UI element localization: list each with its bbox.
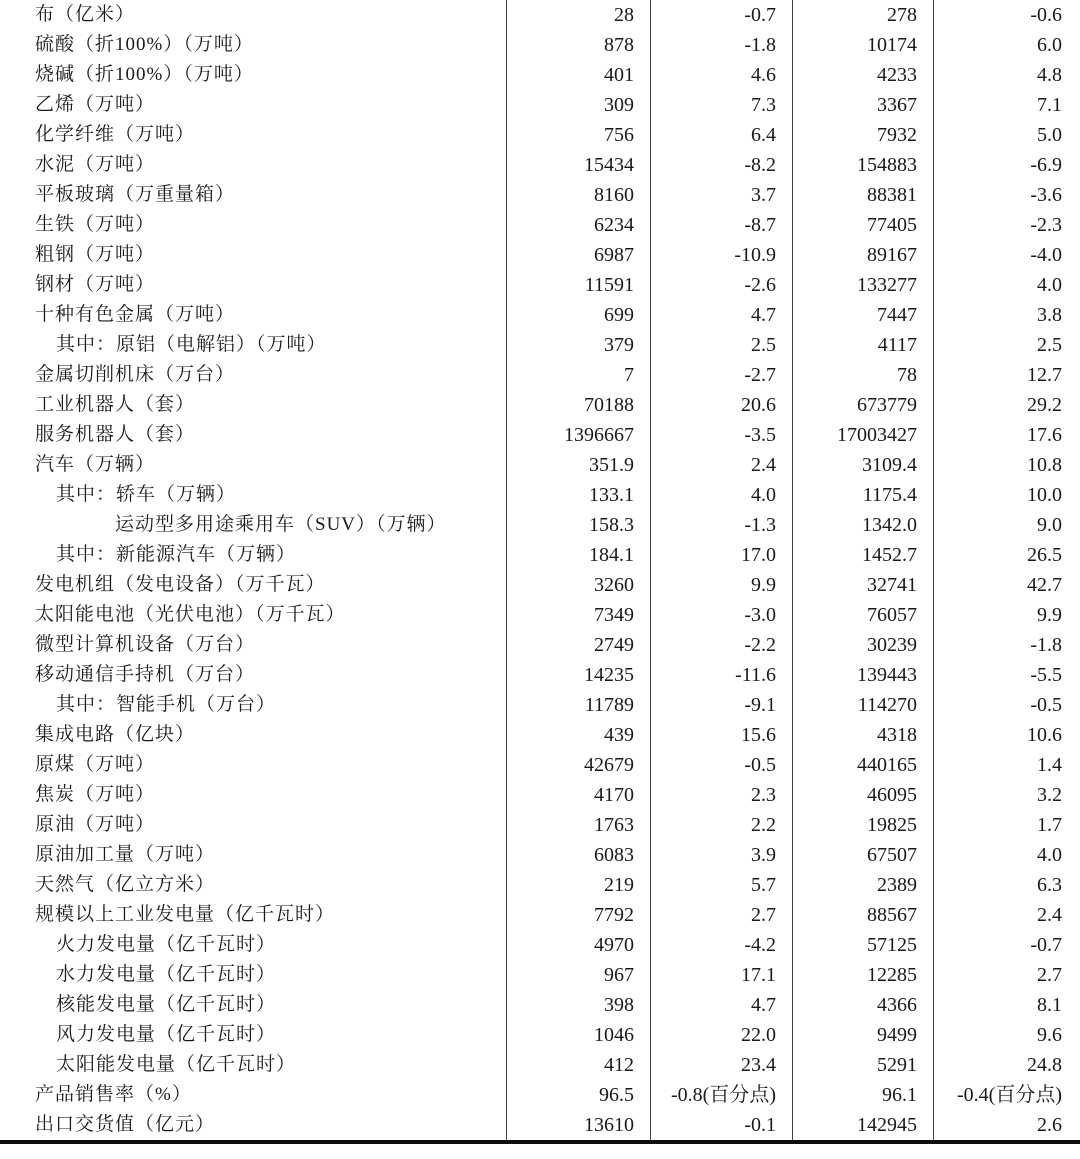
table-row <box>0 300 1080 330</box>
current-growth-value: -1.3 <box>650 510 792 540</box>
cumulative-output-value: 9499 <box>792 1020 933 1050</box>
current-growth-value: 6.4 <box>650 120 792 150</box>
indicator-label: 天然气（亿立方米） <box>35 874 216 895</box>
current-output-value: 6234 <box>506 210 650 240</box>
indicator-label: 烧碱（折100%）（万吨） <box>35 64 254 85</box>
cumulative-output-value: 278 <box>792 0 933 30</box>
current-growth-value: 2.5 <box>650 330 792 360</box>
current-output-value: 1763 <box>506 810 650 840</box>
cumulative-growth-value: 7.1 <box>933 90 1080 120</box>
cumulative-growth-value: 4.0 <box>933 270 1080 300</box>
current-growth-value: 4.6 <box>650 60 792 90</box>
current-growth-value: -0.1 <box>650 1110 792 1140</box>
cumulative-growth-value: 29.2 <box>933 390 1080 420</box>
cumulative-output-value: 673779 <box>792 390 933 420</box>
table-row <box>0 30 1080 60</box>
table-row <box>0 1080 1080 1110</box>
table-row <box>0 180 1080 210</box>
cumulative-growth-value: 42.7 <box>933 570 1080 600</box>
current-growth-value: 15.6 <box>650 720 792 750</box>
current-output-value: 967 <box>506 960 650 990</box>
table-row <box>0 120 1080 150</box>
cumulative-output-value: 7447 <box>792 300 933 330</box>
table-row <box>0 600 1080 630</box>
cumulative-output-value: 5291 <box>792 1050 933 1080</box>
cumulative-growth-value: 4.0 <box>933 840 1080 870</box>
indicator-label: 钢材（万吨） <box>35 274 156 295</box>
indicator-label: 出口交货值（亿元） <box>35 1114 216 1135</box>
current-growth-value: 2.7 <box>650 900 792 930</box>
current-output-value: 4170 <box>506 780 650 810</box>
current-output-value: 756 <box>506 120 650 150</box>
current-growth-value: 2.2 <box>650 810 792 840</box>
current-output-value: 351.9 <box>506 450 650 480</box>
current-output-value: 3260 <box>506 570 650 600</box>
current-output-value: 878 <box>506 30 650 60</box>
current-growth-value: -4.2 <box>650 930 792 960</box>
current-output-value: 28 <box>506 0 650 30</box>
current-growth-value: 5.7 <box>650 870 792 900</box>
table-row <box>0 450 1080 480</box>
cumulative-output-value: 32741 <box>792 570 933 600</box>
current-output-value: 412 <box>506 1050 650 1080</box>
cumulative-growth-value: -3.6 <box>933 180 1080 210</box>
current-growth-value: 4.7 <box>650 990 792 1020</box>
indicator-label: 平板玻璃（万重量箱） <box>35 184 236 205</box>
cumulative-output-value: 4366 <box>792 990 933 1020</box>
indicator-label: 移动通信手持机（万台） <box>35 664 256 685</box>
cumulative-output-value: 89167 <box>792 240 933 270</box>
indicator-label: 服务机器人（套） <box>35 424 196 445</box>
current-output-value: 439 <box>506 720 650 750</box>
cumulative-output-value: 4233 <box>792 60 933 90</box>
cumulative-growth-value: 26.5 <box>933 540 1080 570</box>
cumulative-growth-value: -5.5 <box>933 660 1080 690</box>
current-output-value: 15434 <box>506 150 650 180</box>
indicator-label: 原煤（万吨） <box>35 754 156 775</box>
current-growth-value: 23.4 <box>650 1050 792 1080</box>
indicator-label: 风力发电量（亿千瓦时） <box>56 1024 277 1045</box>
current-output-value: 6083 <box>506 840 650 870</box>
cumulative-growth-value: 12.7 <box>933 360 1080 390</box>
cumulative-output-value: 57125 <box>792 930 933 960</box>
cumulative-growth-value: 10.6 <box>933 720 1080 750</box>
current-growth-value: 2.4 <box>650 450 792 480</box>
table-row <box>0 810 1080 840</box>
current-growth-value: 20.6 <box>650 390 792 420</box>
cumulative-growth-value: 5.0 <box>933 120 1080 150</box>
cumulative-growth-value: 6.0 <box>933 30 1080 60</box>
indicator-label: 微型计算机设备（万台） <box>35 634 256 655</box>
table-row <box>0 840 1080 870</box>
cumulative-growth-value: 9.0 <box>933 510 1080 540</box>
current-output-value: 7 <box>506 360 650 390</box>
cumulative-output-value: 4318 <box>792 720 933 750</box>
cumulative-output-value: 7932 <box>792 120 933 150</box>
current-growth-value: -8.2 <box>650 150 792 180</box>
current-output-value: 309 <box>506 90 650 120</box>
indicator-label: 原油加工量（万吨） <box>35 844 216 865</box>
cumulative-output-value: 10174 <box>792 30 933 60</box>
indicator-label: 水力发电量（亿千瓦时） <box>56 964 277 985</box>
current-growth-value: -2.7 <box>650 360 792 390</box>
indicator-label: 产品销售率（%） <box>35 1084 192 1105</box>
cumulative-growth-value: -1.8 <box>933 630 1080 660</box>
table-row <box>0 660 1080 690</box>
indicator-label: 发电机组（发电设备）（万千瓦） <box>35 574 326 595</box>
current-growth-value: -0.5 <box>650 750 792 780</box>
indicator-label: 其中：原铝（电解铝）（万吨） <box>56 334 327 355</box>
table-row <box>0 1110 1080 1140</box>
cumulative-output-value: 440165 <box>792 750 933 780</box>
indicator-label: 太阳能发电量（亿千瓦时） <box>56 1054 297 1075</box>
cumulative-output-value: 67507 <box>792 840 933 870</box>
table-row <box>0 990 1080 1020</box>
cumulative-output-value: 139443 <box>792 660 933 690</box>
table-row <box>0 780 1080 810</box>
current-output-value: 158.3 <box>506 510 650 540</box>
current-output-value: 1396667 <box>506 420 650 450</box>
cumulative-growth-value: -4.0 <box>933 240 1080 270</box>
table-row <box>0 900 1080 930</box>
current-output-value: 96.5 <box>506 1080 650 1110</box>
cumulative-output-value: 1175.4 <box>792 480 933 510</box>
current-growth-value: -11.6 <box>650 660 792 690</box>
cumulative-output-value: 133277 <box>792 270 933 300</box>
current-output-value: 184.1 <box>506 540 650 570</box>
cumulative-output-value: 1452.7 <box>792 540 933 570</box>
current-growth-value: 17.1 <box>650 960 792 990</box>
table-row <box>0 930 1080 960</box>
table-row <box>0 750 1080 780</box>
cumulative-growth-value: -2.3 <box>933 210 1080 240</box>
cumulative-growth-value: -0.6 <box>933 0 1080 30</box>
indicator-label: 运动型多用途乘用车（SUV）（万辆） <box>115 514 447 535</box>
current-output-value: 699 <box>506 300 650 330</box>
cumulative-growth-value: -0.4(百分点) <box>933 1080 1080 1110</box>
table-row <box>0 270 1080 300</box>
current-output-value: 70188 <box>506 390 650 420</box>
current-growth-value: 3.7 <box>650 180 792 210</box>
table-row <box>0 510 1080 540</box>
indicator-label: 汽车（万辆） <box>35 454 156 475</box>
table-row <box>0 1050 1080 1080</box>
table-row <box>0 480 1080 510</box>
cumulative-growth-value: 1.4 <box>933 750 1080 780</box>
current-output-value: 398 <box>506 990 650 1020</box>
current-growth-value: 17.0 <box>650 540 792 570</box>
cumulative-growth-value: 2.5 <box>933 330 1080 360</box>
indicator-label: 工业机器人（套） <box>35 394 196 415</box>
cumulative-output-value: 3367 <box>792 90 933 120</box>
current-growth-value: 9.9 <box>650 570 792 600</box>
table-row <box>0 90 1080 120</box>
cumulative-output-value: 4117 <box>792 330 933 360</box>
cumulative-output-value: 46095 <box>792 780 933 810</box>
cumulative-growth-value: 4.8 <box>933 60 1080 90</box>
table-row <box>0 0 1080 30</box>
indicator-label: 水泥（万吨） <box>35 154 156 175</box>
current-output-value: 401 <box>506 60 650 90</box>
current-growth-value: 22.0 <box>650 1020 792 1050</box>
table-row <box>0 420 1080 450</box>
indicator-label: 粗钢（万吨） <box>35 244 156 265</box>
current-output-value: 219 <box>506 870 650 900</box>
current-output-value: 8160 <box>506 180 650 210</box>
cumulative-output-value: 30239 <box>792 630 933 660</box>
current-growth-value: -3.0 <box>650 600 792 630</box>
current-growth-value: 4.0 <box>650 480 792 510</box>
cumulative-output-value: 96.1 <box>792 1080 933 1110</box>
cumulative-growth-value: 1.7 <box>933 810 1080 840</box>
current-growth-value: -8.7 <box>650 210 792 240</box>
table-row <box>0 240 1080 270</box>
current-growth-value: 7.3 <box>650 90 792 120</box>
cumulative-growth-value: 3.8 <box>933 300 1080 330</box>
table-row <box>0 150 1080 180</box>
cumulative-output-value: 76057 <box>792 600 933 630</box>
cumulative-output-value: 114270 <box>792 690 933 720</box>
indicator-label: 金属切削机床（万台） <box>35 364 236 385</box>
current-output-value: 379 <box>506 330 650 360</box>
indicator-label: 太阳能电池（光伏电池）（万千瓦） <box>35 604 346 625</box>
indicator-label: 规模以上工业发电量（亿千瓦时） <box>35 904 336 925</box>
cumulative-growth-value: 2.7 <box>933 960 1080 990</box>
cumulative-growth-value: -0.7 <box>933 930 1080 960</box>
current-growth-value: -1.8 <box>650 30 792 60</box>
current-growth-value: -9.1 <box>650 690 792 720</box>
current-output-value: 4970 <box>506 930 650 960</box>
indicator-label: 化学纤维（万吨） <box>35 124 196 145</box>
current-growth-value: -0.8(百分点) <box>650 1080 792 1110</box>
indicator-label: 硫酸（折100%）（万吨） <box>35 34 254 55</box>
indicator-label: 其中：智能手机（万台） <box>56 694 277 715</box>
cumulative-growth-value: 3.2 <box>933 780 1080 810</box>
table-row <box>0 330 1080 360</box>
cumulative-growth-value: 2.6 <box>933 1110 1080 1140</box>
cumulative-growth-value: 9.6 <box>933 1020 1080 1050</box>
current-output-value: 1046 <box>506 1020 650 1050</box>
current-output-value: 42679 <box>506 750 650 780</box>
cumulative-output-value: 77405 <box>792 210 933 240</box>
current-growth-value: -2.2 <box>650 630 792 660</box>
indicator-label: 生铁（万吨） <box>35 214 156 235</box>
cumulative-growth-value: 10.8 <box>933 450 1080 480</box>
current-output-value: 11591 <box>506 270 650 300</box>
cumulative-growth-value: 17.6 <box>933 420 1080 450</box>
indicator-label: 布（亿米） <box>35 4 136 25</box>
table-row <box>0 390 1080 420</box>
cumulative-output-value: 2389 <box>792 870 933 900</box>
table-row <box>0 870 1080 900</box>
current-growth-value: -0.7 <box>650 0 792 30</box>
cumulative-growth-value: 8.1 <box>933 990 1080 1020</box>
current-growth-value: 4.7 <box>650 300 792 330</box>
current-growth-value: -3.5 <box>650 420 792 450</box>
cumulative-output-value: 78 <box>792 360 933 390</box>
table-row <box>0 60 1080 90</box>
indicator-label: 原油（万吨） <box>35 814 156 835</box>
cumulative-growth-value: 10.0 <box>933 480 1080 510</box>
table-row <box>0 690 1080 720</box>
cumulative-growth-value: 6.3 <box>933 870 1080 900</box>
table-row <box>0 720 1080 750</box>
current-output-value: 7349 <box>506 600 650 630</box>
cumulative-output-value: 19825 <box>792 810 933 840</box>
cumulative-output-value: 142945 <box>792 1110 933 1140</box>
current-output-value: 11789 <box>506 690 650 720</box>
cumulative-output-value: 17003427 <box>792 420 933 450</box>
table-row <box>0 1020 1080 1050</box>
indicator-label: 火力发电量（亿千瓦时） <box>56 934 277 955</box>
indicator-label: 十种有色金属（万吨） <box>35 304 236 325</box>
current-output-value: 6987 <box>506 240 650 270</box>
cumulative-growth-value: 24.8 <box>933 1050 1080 1080</box>
cumulative-growth-value: 2.4 <box>933 900 1080 930</box>
table-row <box>0 960 1080 990</box>
cumulative-growth-value: -0.5 <box>933 690 1080 720</box>
cumulative-output-value: 12285 <box>792 960 933 990</box>
indicator-label: 乙烯（万吨） <box>35 94 156 115</box>
indicator-label: 集成电路（亿块） <box>35 724 196 745</box>
cumulative-output-value: 1342.0 <box>792 510 933 540</box>
indicator-label: 其中：轿车（万辆） <box>56 484 237 505</box>
table-row <box>0 540 1080 570</box>
table-row <box>0 630 1080 660</box>
current-output-value: 133.1 <box>506 480 650 510</box>
cumulative-growth-value: 9.9 <box>933 600 1080 630</box>
current-output-value: 2749 <box>506 630 650 660</box>
current-growth-value: 3.9 <box>650 840 792 870</box>
indicator-label: 核能发电量（亿千瓦时） <box>56 994 277 1015</box>
current-output-value: 7792 <box>506 900 650 930</box>
cumulative-output-value: 154883 <box>792 150 933 180</box>
table-row <box>0 570 1080 600</box>
table-row <box>0 360 1080 390</box>
table-row <box>0 210 1080 240</box>
current-growth-value: 2.3 <box>650 780 792 810</box>
cumulative-output-value: 88567 <box>792 900 933 930</box>
cumulative-output-value: 3109.4 <box>792 450 933 480</box>
current-growth-value: -10.9 <box>650 240 792 270</box>
cumulative-output-value: 88381 <box>792 180 933 210</box>
current-growth-value: -2.6 <box>650 270 792 300</box>
current-output-value: 13610 <box>506 1110 650 1140</box>
indicator-label: 其中：新能源汽车（万辆） <box>56 544 297 565</box>
indicator-label: 焦炭（万吨） <box>35 784 156 805</box>
cumulative-growth-value: -6.9 <box>933 150 1080 180</box>
current-output-value: 14235 <box>506 660 650 690</box>
